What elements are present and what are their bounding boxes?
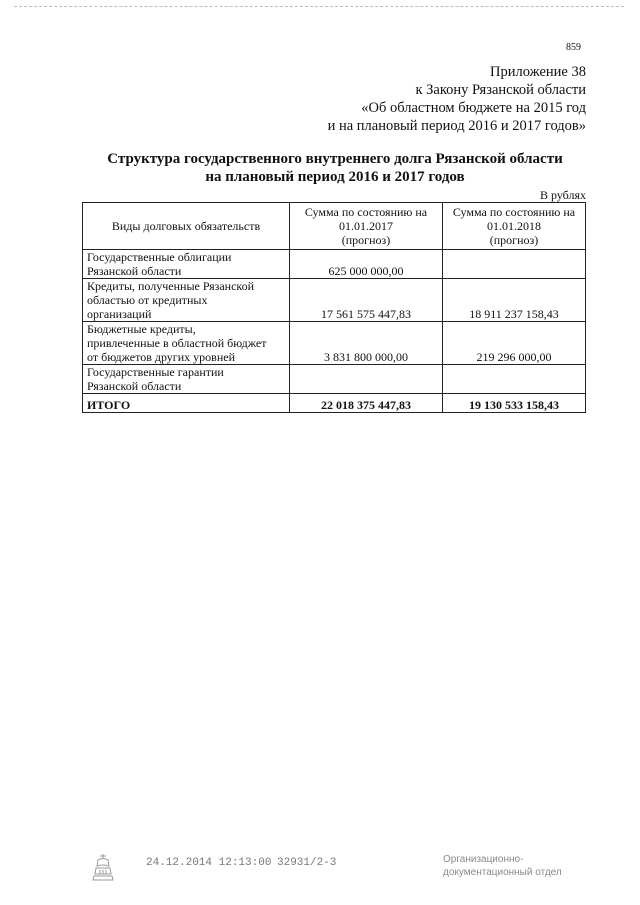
org-department-stamp: [443, 853, 562, 879]
sum-2018-cell: 219 296 000,00: [443, 322, 586, 365]
cell-line: от бюджетов других уровней: [87, 350, 235, 364]
document-code: 32931/2-3: [277, 857, 337, 869]
sum-2018-cell: [443, 365, 586, 394]
debt-type-cell: [83, 279, 290, 322]
header-line: (прогноз): [489, 233, 539, 247]
cell-line: Кредиты, полученные Рязанской: [87, 279, 255, 293]
crest-emblem-icon: [92, 852, 114, 882]
cell-line: Государственные облигации: [87, 250, 232, 264]
cell-line: организаций: [87, 307, 152, 321]
total-2017-cell: 22 018 375 447,83: [290, 394, 443, 413]
org-line: документационный отдел: [443, 867, 562, 878]
scan-border-line: [14, 6, 624, 7]
cell-line: Государственные гарантии: [87, 365, 224, 379]
header-line: (прогноз): [341, 233, 391, 247]
debt-type-cell: [83, 322, 290, 365]
debt-type-cell: [83, 365, 290, 394]
sum-2017-cell: [290, 365, 443, 394]
cell-line: привлеченные в областной бюджет: [87, 336, 267, 350]
title-line: Структура государственного внутреннего долга Рязанской области: [107, 151, 563, 167]
org-line: Организационно-: [443, 854, 524, 865]
total-2018-cell: 19 130 533 158,43: [443, 394, 586, 413]
appendix-line: и на плановый период 2016 и 2017 годов»: [327, 118, 586, 134]
header-line: 01.01.2017: [339, 219, 393, 233]
total-label: ИТОГО: [83, 394, 290, 413]
table-header-row: [83, 203, 586, 250]
title-line: на плановый период 2016 и 2017 годов: [205, 169, 465, 185]
header-line: 01.01.2018: [487, 219, 541, 233]
sum-2017-cell: 3 831 800 000,00: [290, 322, 443, 365]
sum-2018-cell: 18 911 237 158,43: [443, 279, 586, 322]
sum-2017-cell: 17 561 575 447,83: [290, 279, 443, 322]
cell-line: областью от кредитных: [87, 293, 208, 307]
units-label: В рублях: [539, 188, 586, 202]
header-sum-2017: [290, 203, 443, 250]
cell-line: Рязанской области: [87, 379, 182, 393]
table-total-row: [83, 394, 586, 413]
table-row: [83, 365, 586, 394]
debt-type-cell: [83, 250, 290, 279]
print-timestamp: 24.12.2014 12:13:00: [146, 857, 272, 869]
table-row: [83, 322, 586, 365]
page-number: 859: [566, 42, 581, 53]
appendix-line: «Об областном бюджете на 2015 год: [361, 100, 586, 116]
document-title: [82, 150, 588, 186]
header-sum-2018: [443, 203, 586, 250]
sum-2017-cell: 625 000 000,00: [290, 250, 443, 279]
cell-line: Бюджетные кредиты,: [87, 322, 196, 336]
debt-structure-table: [82, 202, 586, 413]
header-debt-type: Виды долговых обязательств: [83, 203, 290, 250]
sum-2018-cell: [443, 250, 586, 279]
appendix-line: к Закону Рязанской области: [415, 82, 586, 98]
table-row: [83, 279, 586, 322]
header-line: Сумма по состоянию на: [452, 205, 576, 219]
appendix-reference: [328, 63, 586, 135]
table-row: [83, 250, 586, 279]
appendix-line: Приложение 38: [490, 64, 586, 80]
header-line: Сумма по состоянию на: [304, 205, 428, 219]
cell-line: Рязанской области: [87, 264, 182, 278]
